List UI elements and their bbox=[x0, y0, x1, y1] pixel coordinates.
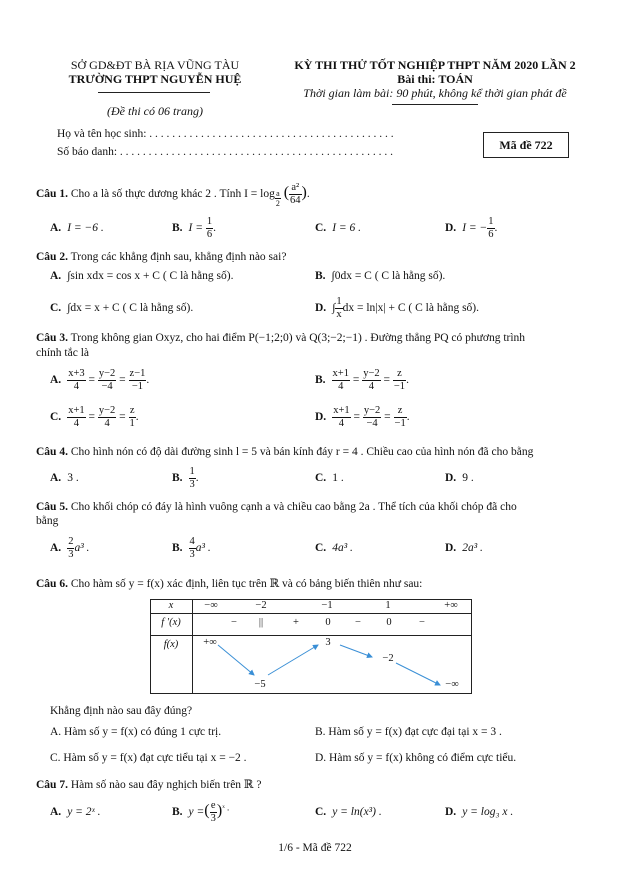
arrow-down-1 bbox=[218, 645, 254, 675]
fp-sign: + bbox=[293, 617, 299, 628]
question-3-text-2: chính tắc là bbox=[36, 347, 90, 359]
question-4 bbox=[36, 446, 533, 458]
q3-option-a[interactable]: A. $\frac{x+3}{4}$ = $\frac{y-2}{-4}$ = $\frac{z-1}{-1}$ . bbox=[50, 368, 150, 392]
question-6 bbox=[36, 576, 422, 590]
question-1-log-base: a 2 bbox=[275, 189, 280, 209]
question-5 bbox=[36, 501, 517, 513]
question-6-label: Câu 6. bbox=[36, 578, 68, 590]
f-value: +∞ bbox=[203, 637, 217, 648]
q1-option-d[interactable]: D. I = − $\frac{1}{6}$ . bbox=[445, 216, 498, 240]
fp-sign: || bbox=[258, 617, 264, 628]
q7-option-c[interactable]: C. y = ln(x³) . bbox=[315, 806, 382, 818]
subject: Bài thi: TOÁN bbox=[397, 72, 473, 86]
table-fp-label: f ′(x) bbox=[161, 617, 181, 628]
f-value: −5 bbox=[254, 679, 266, 690]
q7-option-b[interactable]: B. y =( $\frac{e}{3}$ )$^{ˣ .}$ bbox=[172, 800, 230, 824]
q3-option-c[interactable]: C. $\frac{x+1}{4}$ = $\frac{y-2}{4}$ = $\frac{z}{1}$ . bbox=[50, 405, 139, 429]
question-5-text: Cho khối chóp có đáy là hình vuông cạnh a và chiều cao bằng 2a . Thể tích của khối chóp đã cho bbox=[70, 501, 517, 513]
school-name: TRƯỜNG THPT NGUYỄN HUỆ bbox=[68, 72, 242, 86]
q3-option-d[interactable]: D. $\frac{x+1}{4}$ = $\frac{y-2}{-4}$ = $\frac{z}{-1}$ . bbox=[315, 405, 410, 429]
pages-note: (Đề thi có 06 trang) bbox=[107, 104, 203, 118]
question-6-prompt: Khẳng định nào sau đây đúng? bbox=[50, 705, 193, 717]
q1-option-c[interactable]: C. I = 6 . bbox=[315, 222, 362, 234]
page-footer: 1/6 - Mã đề 722 bbox=[278, 842, 352, 854]
arrow-up-1 bbox=[268, 645, 318, 675]
exam-title: KỲ THI THỬ TỐT NGHIỆP THPT NĂM 2020 LẦN 2 bbox=[294, 58, 576, 72]
q6-option-d[interactable]: D. Hàm số y = f(x) không có điểm cực tiểu. bbox=[315, 752, 517, 764]
fp-sign: 0 bbox=[325, 617, 331, 628]
q1-option-a[interactable]: A. I = −6 . bbox=[50, 222, 104, 234]
question-1-arg: $\frac{\text{a²}}{64}$ bbox=[290, 182, 301, 206]
exam-code-box: Mã đề 722 bbox=[483, 132, 569, 158]
question-3-text: Trong không gian Oxyz, cho hai điểm P(−1;2;0) và Q(3;−2;−1) . Đường thẳng PQ có phương trình bbox=[70, 332, 526, 344]
candidate-id-line: Số báo danh: . . . . . . . . . . . . . . . . . . . . . . . . . . . . . . . . . . . . . . . . . . . . . . . . bbox=[57, 146, 394, 158]
q7-option-a[interactable]: A. y = 2ˣ . bbox=[50, 806, 101, 818]
q3-option-b[interactable]: B. $\frac{x+1}{4}$ = $\frac{y-2}{4}$ = $\frac{z}{-1}$ . bbox=[315, 368, 409, 392]
arrow-down-2 bbox=[340, 645, 372, 657]
variation-table bbox=[150, 599, 472, 694]
question-3 bbox=[36, 332, 525, 344]
q5-option-b[interactable]: B. $\frac{4}{3}$ a³ . bbox=[172, 536, 211, 560]
q6-option-b[interactable]: B. Hàm số y = f(x) đạt cực đại tại x = 3 . bbox=[315, 726, 502, 738]
fp-sign: − bbox=[231, 617, 237, 628]
question-2 bbox=[36, 251, 286, 263]
question-7-label: Câu 7. bbox=[36, 779, 68, 791]
question-4-text: Cho hình nón có độ dài đường sinh l = 5 và bán kính đáy r = 4 . Chiều cao của hình nón đã cho bằng bbox=[70, 446, 534, 458]
f-value: −∞ bbox=[445, 679, 459, 690]
fp-sign: 0 bbox=[386, 617, 392, 628]
candidate-name-line: Họ và tên học sinh: . . . . . . . . . . . . . . . . . . . . . . . . . . . . . . . . . . . . . . . . . . . bbox=[57, 128, 394, 140]
table-f-label: f(x) bbox=[163, 639, 179, 650]
question-4-label: Câu 4. bbox=[36, 446, 68, 458]
question-6-text: Cho hàm số y = f(x) xác định, liên tục trên ℝ và có bảng biến thiên như sau: bbox=[70, 578, 423, 590]
x-value: −1 bbox=[321, 600, 333, 611]
x-value: −∞ bbox=[204, 600, 218, 611]
header-left-rule bbox=[98, 92, 210, 93]
q4-option-c[interactable]: C. 1 . bbox=[315, 472, 344, 484]
q4-option-a[interactable]: A. 3 . bbox=[50, 472, 79, 484]
question-7-text: Hàm số nào sau đây nghịch biến trên ℝ ? bbox=[70, 779, 262, 791]
q7-option-d[interactable]: D. y = log₃ x . bbox=[445, 806, 514, 818]
x-value: 1 bbox=[385, 600, 391, 611]
q4-option-d[interactable]: D. 9 . bbox=[445, 472, 474, 484]
question-2-text: Trong các khẳng định sau, khẳng định nào sai? bbox=[70, 251, 287, 263]
q5-option-a[interactable]: A. $\frac{2}{3}$ a³ . bbox=[50, 536, 90, 560]
fp-sign: − bbox=[355, 617, 361, 628]
question-1: Câu 1. Cho a là số thực dương khác 2 . Tính I = log $_{\frac{a}{2}}$ ( $\frac{\text{a²}}{64}$ ). bbox=[36, 182, 310, 209]
q6-option-a[interactable]: A. Hàm số y = f(x) có đúng 1 cực trị. bbox=[50, 726, 222, 738]
question-5-label: Câu 5. bbox=[36, 501, 68, 513]
question-1-label: Câu 1. bbox=[36, 188, 68, 201]
q6-option-c[interactable]: C. Hàm số y = f(x) đạt cực tiểu tại x = −2 . bbox=[50, 752, 247, 764]
f-value: −2 bbox=[382, 653, 394, 664]
table-x-label: x bbox=[168, 600, 174, 611]
q4-option-b[interactable]: B. $\frac{1}{3}$ . bbox=[172, 466, 199, 490]
header-right-rule bbox=[392, 104, 478, 105]
q5-option-c[interactable]: C. 4a³ . bbox=[315, 542, 353, 554]
q2-option-d[interactable]: D. ∫ $\frac{1}{x}$ dx = ln|x| + C ( C là hằng số). bbox=[315, 296, 479, 320]
arrow-down-3 bbox=[396, 663, 440, 685]
q1-option-b[interactable]: B. I = $\frac{1}{6}$ . bbox=[172, 216, 217, 240]
q5-option-d[interactable]: D. 2a³ . bbox=[445, 542, 483, 554]
question-1-text: Cho a là số thực dương khác 2 . Tính I = log bbox=[70, 188, 275, 201]
x-value: +∞ bbox=[444, 600, 458, 611]
fp-sign: − bbox=[419, 617, 425, 628]
exam-time: Thời gian làm bài: 90 phút, không kể thời gian phát đề bbox=[303, 86, 567, 100]
q2-option-c[interactable]: C. ∫dx = x + C ( C là hằng số). bbox=[50, 302, 194, 314]
department-name: SỞ GD&ĐT BÀ RỊA VŨNG TÀU bbox=[70, 58, 240, 72]
question-3-label: Câu 3. bbox=[36, 332, 68, 344]
q2-option-a[interactable]: A. ∫sin xdx = cos x + C ( C là hằng số). bbox=[50, 270, 234, 282]
question-2-label: Câu 2. bbox=[36, 251, 68, 263]
f-value: 3 bbox=[325, 637, 331, 648]
x-value: −2 bbox=[255, 600, 267, 611]
question-7 bbox=[36, 777, 261, 791]
q2-option-b[interactable]: B. ∫0dx = C ( C là hằng số). bbox=[315, 270, 446, 282]
question-5-text-2: bằng bbox=[36, 515, 59, 527]
